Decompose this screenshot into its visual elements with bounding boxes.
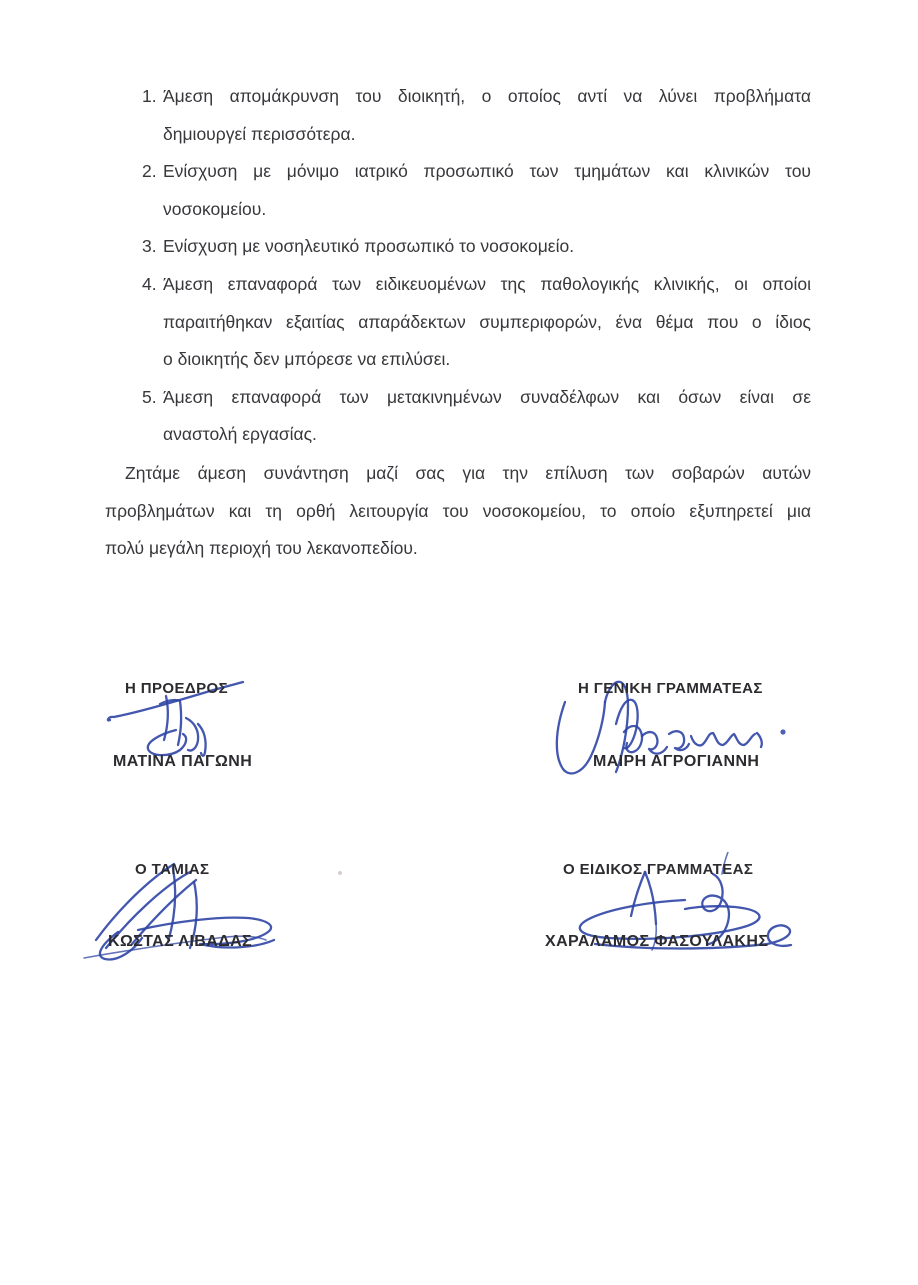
text-line: Ενίσχυση με νοσηλευτικό προσωπικό το νοσοκομείο. bbox=[163, 236, 575, 257]
list-item-number: 2. bbox=[142, 161, 157, 182]
list-item-text bbox=[163, 153, 811, 228]
demands-list bbox=[142, 78, 812, 454]
list-item bbox=[142, 153, 812, 228]
text-line: παραιτήθηκαν εξαιτίας απαράδεκτων συμπεριφορών, ένα θέμα που ο ίδιος bbox=[163, 311, 811, 332]
signature-name: ΜΑΤΙΝΑ ΠΑΓΩΝΗ bbox=[113, 753, 253, 770]
text-line: αναστολή εργασίας. bbox=[163, 424, 317, 445]
list-item-number: 1. bbox=[142, 86, 157, 106]
scan-speckle bbox=[338, 871, 342, 875]
list-item-number: 4. bbox=[142, 273, 157, 294]
list-item-text bbox=[163, 78, 811, 153]
list-item-number: 3. bbox=[142, 236, 157, 257]
signature-block-treasurer bbox=[78, 852, 373, 964]
list-item bbox=[142, 266, 812, 379]
signature-name: ΚΩΣΤΑΣ ΛΙΒΑΔΑΣ bbox=[108, 933, 253, 950]
text-line: Άμεση απομάκρυνση του διοικητή, ο οποίος αντί να λύνει προβλήματα bbox=[163, 86, 811, 106]
list-item bbox=[142, 228, 812, 266]
list-item-text bbox=[163, 266, 811, 379]
text-line: ο διοικητής δεν μπόρεσε να επιλύσει. bbox=[163, 349, 451, 370]
list-item-text bbox=[163, 228, 811, 266]
signature-name: ΜΑΙΡΗ ΑΓΡΟΓΙΑΝΝΗ bbox=[593, 753, 760, 770]
text-line: πολύ μεγάλη περιοχή του λεκανοπεδίου. bbox=[105, 538, 418, 559]
text-line: Άμεση επαναφορά των ειδικευομένων της παθολογικής κλινικής, οι οποίοι bbox=[163, 273, 811, 294]
closing-paragraph bbox=[105, 455, 811, 568]
signature-block-special-secretary bbox=[535, 852, 835, 964]
signature-role: Η ΠΡΟΕΔΡΟΣ bbox=[125, 680, 228, 697]
signature-role: Ο ΕΙΔΙΚΟΣ ΓΡΑΜΜΑΤΕΑΣ bbox=[563, 861, 754, 878]
text-line: Άμεση επαναφορά των μετακινημένων συναδέλφων και όσων είναι σε bbox=[163, 386, 811, 407]
signature-name: ΧΑΡΑΛΑΜΟΣ ΦΑΣΟΥΛΑΚΗΣ bbox=[545, 933, 769, 950]
signature-block-president bbox=[100, 672, 370, 790]
text-line: δημιουργεί περισσότερα. bbox=[163, 123, 356, 144]
text-line: Ζητάμε άμεση συνάντηση μαζί σας για την επίλυση των σοβαρών αυτών bbox=[125, 463, 811, 483]
signature-role: Ο ΤΑΜΙΑΣ bbox=[135, 861, 210, 878]
list-item-text bbox=[163, 379, 811, 454]
text-line: νοσοκομείου. bbox=[163, 198, 267, 219]
signature-block-general-secretary bbox=[550, 672, 835, 790]
text-line: Ενίσχυση με μόνιμο ιατρικό προσωπικό των τμημάτων και κλινικών του bbox=[163, 161, 811, 182]
list-item bbox=[142, 78, 812, 153]
list-item-number: 5. bbox=[142, 386, 157, 407]
signature-role: Η ΓΕΝΙΚΗ ΓΡΑΜΜΑΤΕΑΣ bbox=[578, 680, 763, 697]
list-item bbox=[142, 379, 812, 454]
text-line: προβλημάτων και τη ορθή λειτουργία του νοσοκομείου, το οποίο εξυπηρετεί μια bbox=[105, 500, 811, 521]
